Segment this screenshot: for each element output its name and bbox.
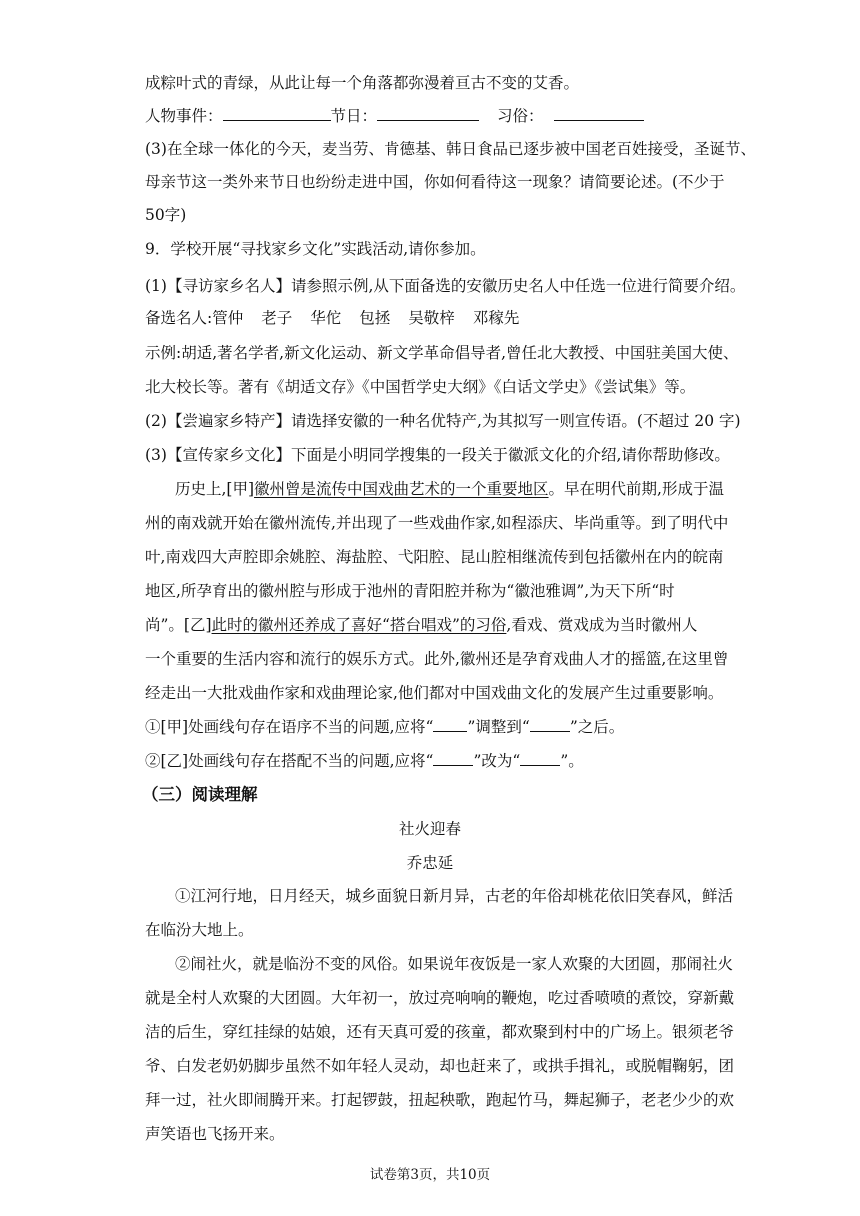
sub-question-1	[145, 716, 624, 738]
question-text: ①[甲]处画线句存在语序不当的问题,应将“	[145, 718, 434, 736]
answer-blank[interactable]	[530, 717, 570, 732]
passage-line2: 州的南戏就开始在徽州流传,并出现了一些戏曲作家,如程添庆、毕尚重等。到了明代中	[145, 514, 729, 532]
underlined-sentence-jia: 徽州曾是流传中国戏曲艺术的一个重要地区	[254, 480, 549, 498]
q8-part3-line3: 50字)	[145, 206, 187, 224]
essay-p2-line2: 就是全村人欢聚的大团圆。大年初一，放过亮响响的鞭炮，吃过香喷喷的煮饺，穿新戴	[145, 989, 735, 1007]
essay-author: 乔忠延	[406, 854, 454, 872]
question-text: ”改为“	[473, 752, 521, 770]
essay-p1-line2: 在临汾大地上。	[145, 921, 254, 939]
essay-p2-line5: 拜一过，社火即闹腾开来。打起锣鼓，扭起秧歌，跑起竹马，舞起狮子，老老少少的欢	[145, 1091, 735, 1109]
passage-line4: 地区,所孕育出的徽州腔与形成于池州的青阳腔并称为“徽池雅调”,为天下所“时	[145, 582, 675, 600]
q8-continuation: 成粽叶式的青绿，从此让每一个角落都弥漫着亘古不变的艾香。	[145, 74, 580, 92]
candidate-item: 老子	[261, 309, 293, 327]
essay-p2-line1: ②闹社火，就是临汾不变的风俗。如果说年夜饭是一家人欢聚的大团圆，那闹社火	[175, 955, 734, 973]
example-line1: 示例:胡适,著名学者,新文化运动、新文学革命倡导者,曾任北大教授、中国驻美国大使、	[145, 344, 739, 362]
field-label-event: 人物事件：	[145, 107, 223, 125]
essay-p2-line6: 声笑语也飞扬开来。	[145, 1125, 285, 1143]
passage-text: 。早在明代前期,形成于温	[548, 480, 724, 498]
example-line2: 北大校长等。著有《胡适文存》《中国哲学史大纲》《白话文学史》《尝试集》等。	[145, 378, 696, 396]
candidate-item: 华佗	[310, 309, 342, 327]
q8-fill-in-line	[145, 105, 644, 127]
passage-line6: 一个重要的生活内容和流行的娱乐方式。此外,徽州还是孕育戏曲人才的摇篮,在这里曾	[145, 650, 729, 668]
q9-part3: (3)【宣传家乡文化】下面是小明同学搜集的一段关于徽派文化的介绍,请你帮助修改。	[145, 446, 730, 464]
essay-p1-line1: ①江河行地，日月经天，城乡面貌日新月异，古老的年俗却桃花依旧笑春风，鲜活	[175, 887, 734, 905]
question-text: ”之后。	[569, 718, 625, 736]
q8-part3-line1: (3)在全球一体化的今天，麦当劳、肯德基、韩日食品已逐步被中国老百姓接受，圣诞节、	[145, 140, 756, 158]
passage-text: 尚”。[乙]	[145, 616, 212, 634]
passage-line5	[145, 614, 697, 636]
sub-question-2	[145, 750, 584, 772]
essay-p2-line3: 洁的后生，穿红挂绿的姑娘，还有天真可爱的孩童，都欢聚到村中的广场上。银须老爷	[145, 1023, 735, 1041]
field-label-custom: 习俗：	[497, 107, 544, 125]
passage-line1	[175, 478, 724, 500]
answer-blank[interactable]	[433, 751, 473, 766]
q9-part1: (1)【寻访家乡名人】请参照示例,从下面备选的安徽历史名人中任选一位进行简要介绍。	[145, 277, 746, 295]
passage-text: 历史上,[甲]	[175, 480, 255, 498]
passage-line7: 经走出一大批戏曲作家和戏曲理论家,他们都对中国戏曲文化的发展产生过重要影响。	[145, 684, 724, 702]
blank-event[interactable]	[223, 106, 331, 121]
essay-title: 社火迎春	[398, 820, 461, 838]
question-text: ②[乙]处画线句存在搭配不当的问题,应将“	[145, 752, 434, 770]
section-heading: （三）阅读理解	[142, 785, 258, 804]
essay-p2-line4: 爷、白发老奶奶脚步虽然不如年轻人灵动，却也赶来了，或拱手揖礼，或脱帽鞠躬，团	[145, 1057, 735, 1075]
question-text: ”。	[560, 752, 584, 770]
answer-blank[interactable]	[433, 717, 467, 732]
answer-blank[interactable]	[520, 751, 560, 766]
candidates-label: 备选名人:	[145, 309, 213, 327]
passage-text: ,看戏、赏戏成为当时徽州人	[506, 616, 698, 634]
candidates-line	[145, 307, 519, 329]
q9-title: 9．学校开展“寻找家乡文化”实践活动,请你参加。	[145, 240, 486, 258]
candidate-item: 包拯	[359, 309, 391, 327]
passage-line3: 叶,南戏四大声腔即余姚腔、海盐腔、弋阳腔、昆山腔相继流传到包括徽州在内的皖南	[145, 548, 724, 566]
page-footer: 试卷第3页，共10页	[369, 1167, 491, 1183]
underlined-sentence-yi: 此时的徽州还养成了喜好“搭台唱戏”的习俗	[211, 616, 507, 634]
candidate-item: 管仲	[212, 309, 244, 327]
candidate-item: 吴敬梓	[408, 309, 455, 327]
q8-part3-line2: 母亲节这一类外来节日也纷纷走进中国，你如何看待这一现象？请简要论述。(不少于	[145, 173, 725, 191]
question-text: ”调整到“	[467, 718, 530, 736]
candidate-item: 邓稼先	[472, 309, 520, 327]
q9-part2: (2)【尝遍家乡特产】请选择安徽的一种名优特产,为其拟写一则宣传语。(不超过 20 字)	[145, 412, 741, 430]
field-label-festival: 节日：	[330, 107, 378, 125]
blank-festival[interactable]	[377, 106, 479, 121]
blank-custom[interactable]	[554, 106, 644, 121]
